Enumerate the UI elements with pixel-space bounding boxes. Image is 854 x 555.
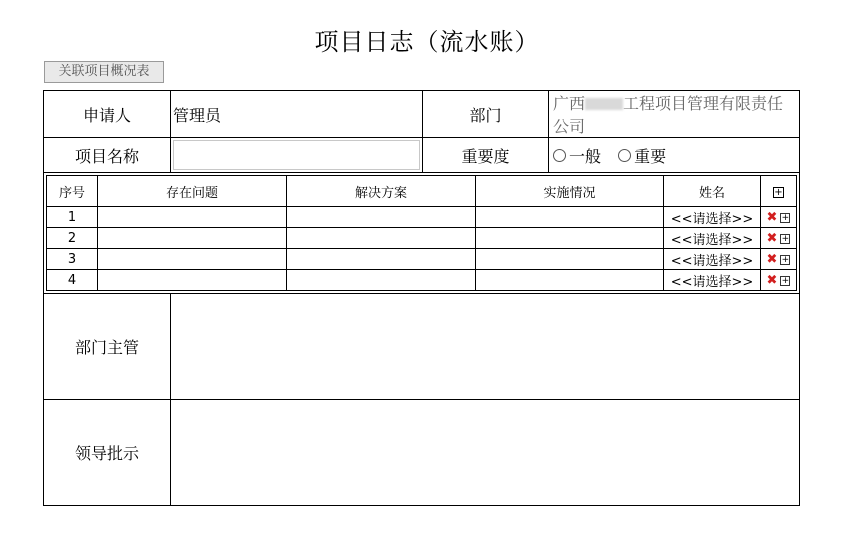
dept-head-input[interactable] (171, 294, 800, 400)
row-no: 4 (47, 270, 98, 291)
project-name-input[interactable] (173, 140, 420, 170)
column-header-no: 序号 (47, 176, 98, 207)
solution-cell[interactable] (287, 228, 476, 249)
applicant-value: 管理员 (171, 91, 423, 138)
solution-cell[interactable] (287, 249, 476, 270)
delete-icon[interactable]: ✖ (766, 251, 778, 267)
leader-instruction-input[interactable] (171, 400, 800, 506)
importance-option-label: 重要 (634, 146, 667, 166)
name-select[interactable]: <<请选择>> (664, 249, 761, 270)
department-value-suffix: 工程项目管理有限责任公司 (553, 94, 784, 136)
row-no: 1 (47, 207, 98, 228)
add-row-icon[interactable]: + (781, 212, 790, 223)
detail-table (46, 175, 797, 291)
name-select[interactable]: <<请选择>> (664, 228, 761, 249)
project-name-cell (171, 138, 423, 173)
status-cell[interactable] (476, 270, 664, 291)
table-row (47, 270, 797, 291)
row-actions (761, 270, 797, 291)
row-actions (761, 207, 797, 228)
row-no: 3 (47, 249, 98, 270)
add-row-icon[interactable]: + (781, 275, 790, 286)
status-cell[interactable] (476, 249, 664, 270)
project-name-label: 项目名称 (44, 138, 171, 173)
add-row-header (761, 176, 797, 207)
name-select[interactable]: <<请选择>> (664, 270, 761, 291)
importance-label: 重要度 (423, 138, 549, 173)
problem-cell[interactable] (98, 249, 287, 270)
detail-table-header (47, 176, 797, 207)
add-row-icon[interactable]: + (774, 186, 783, 198)
column-header-solution: 解决方案 (287, 176, 476, 207)
detail-table-container (44, 173, 800, 294)
table-row (47, 228, 797, 249)
importance-option-label: 一般 (569, 146, 602, 166)
add-row-icon[interactable]: + (781, 254, 790, 265)
column-header-problem: 存在问题 (98, 176, 287, 207)
importance-options (549, 138, 800, 173)
importance-option-important[interactable] (618, 144, 666, 167)
table-row (47, 249, 797, 270)
department-value (549, 91, 800, 138)
status-cell[interactable] (476, 207, 664, 228)
radio-icon[interactable] (553, 149, 566, 162)
problem-cell[interactable] (98, 270, 287, 291)
applicant-label: 申请人 (44, 91, 171, 138)
delete-icon[interactable]: ✖ (766, 230, 778, 246)
status-cell[interactable] (476, 228, 664, 249)
delete-icon[interactable]: ✖ (766, 272, 778, 288)
associate-project-overview-button[interactable]: 关联项目概况表 (44, 61, 164, 83)
table-row (47, 207, 797, 228)
project-log-form (43, 90, 800, 506)
solution-cell[interactable] (287, 207, 476, 228)
column-header-name: 姓名 (664, 176, 761, 207)
row-actions (761, 228, 797, 249)
solution-cell[interactable] (287, 270, 476, 291)
department-value-prefix: 广西 (553, 94, 586, 113)
leader-instruction-label: 领导批示 (44, 400, 171, 506)
add-row-icon[interactable]: + (781, 233, 790, 244)
page-title: 项目日志（流水账） (314, 28, 540, 56)
dept-head-label: 部门主管 (44, 294, 171, 400)
problem-cell[interactable] (98, 207, 287, 228)
department-label: 部门 (423, 91, 549, 138)
radio-icon[interactable] (618, 149, 631, 162)
name-select[interactable]: <<请选择>> (664, 207, 761, 228)
importance-option-normal[interactable] (553, 144, 601, 167)
redacted-block (585, 98, 623, 110)
delete-icon[interactable]: ✖ (766, 209, 778, 225)
column-header-status: 实施情况 (476, 176, 664, 207)
problem-cell[interactable] (98, 228, 287, 249)
row-actions (761, 249, 797, 270)
row-no: 2 (47, 228, 98, 249)
